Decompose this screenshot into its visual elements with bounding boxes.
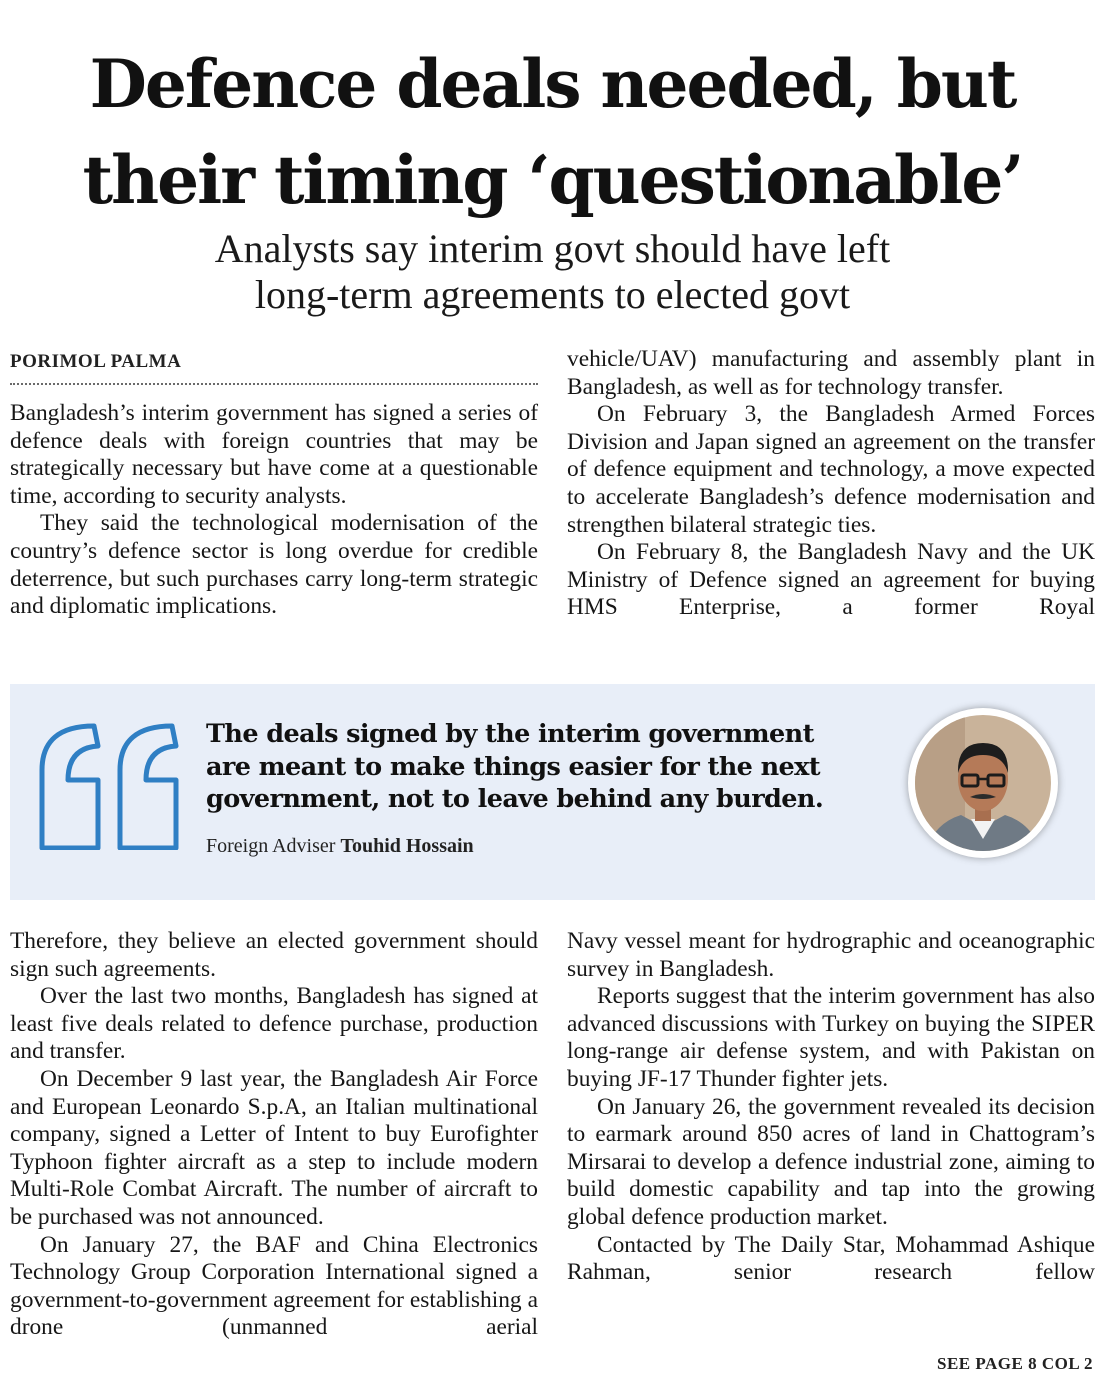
byline-divider xyxy=(10,383,538,385)
paragraph: Therefore, they believe an elected government should sign such agreements. xyxy=(10,928,538,982)
headline xyxy=(0,36,1105,228)
pull-quote-line: are meant to make things easier for the next xyxy=(206,751,820,782)
pull-quote-line: government, not to leave behind any burden. xyxy=(206,784,824,814)
byline: PORIMOL PALMA xyxy=(10,351,182,372)
attribution-role: Foreign Adviser xyxy=(206,835,336,857)
portrait-photo xyxy=(915,715,1051,851)
subheadline-line-2: long-term agreements to elected govt xyxy=(254,272,851,317)
avatar xyxy=(908,708,1058,858)
pull-quote-line: The deals signed by the interim government xyxy=(206,719,814,749)
paragraph: On February 8, the Bangladesh Navy and the UK Ministry of Defence signed an agreement for buying HMS Enterprise, a former Royal xyxy=(567,539,1095,621)
paragraph: On December 9 last year, the Bangladesh Air Force and European Leonardo S.p.A, an Italian multinational company, signed a Letter of Intent to buy Eurofighter Typhoon fighter aircraft as a step to include modern Multi-Role Combat Aircraft. The number of aircraft to be purchased was not announced. xyxy=(10,1065,538,1230)
paragraph: On February 3, the Bangladesh Armed Forces Division and Japan signed an agreement on the transfer of defence equipment and technology, a move expected to accelerate Bangladesh’s defence modernisation and strengthen bilateral strategic ties. xyxy=(567,401,1095,538)
paragraph: On January 27, the BAF and China Electronics Technology Group Corporation International signed a government-to-government agreement for establishing a drone (unmanned aerial xyxy=(10,1231,538,1341)
subheadline-line-1: Analysts say interim govt should have left xyxy=(214,226,891,271)
pull-quote-text xyxy=(206,718,866,816)
continued-on-page-link[interactable]: SEE PAGE 8 COL 2 xyxy=(937,1354,1093,1373)
paragraph: Over the last two months, Bangladesh has signed at least five deals related to defence purchase, production and transfer. xyxy=(10,983,538,1065)
paragraph: Contacted by The Daily Star, Mohammad Ashique Rahman, senior research fellow xyxy=(567,1231,1095,1286)
headline-line-2: their timing ‘questionable’ xyxy=(82,141,1023,219)
column-2-bottom xyxy=(567,928,1095,1287)
headline-line-1: Defence deals needed, but xyxy=(89,45,1016,123)
attribution-name: Touhid Hossain xyxy=(340,835,474,857)
pull-quote-box xyxy=(10,684,1095,900)
column-2-top xyxy=(567,346,1095,622)
subheadline xyxy=(0,226,1105,318)
pull-quote-attribution xyxy=(206,835,474,858)
paragraph: Reports suggest that the interim government has also advanced discussions with Turkey on buying the SIPER long-range air defense system, and with Pakistan on buying JF-17 Thunder fighter jets. xyxy=(567,983,1095,1092)
paragraph: On January 26, the government revealed its decision to earmark around 850 acres of land in Chattogram’s Mirsarai to develop a defence industrial zone, aiming to build domestic capability and tap into the growing global defence production market. xyxy=(567,1093,1095,1230)
column-1-bottom xyxy=(10,928,538,1342)
paragraph: Bangladesh’s interim government has signed a series of defence deals with foreign countries that may be strategically necessary but have come at a questionable time, according to security analysts. xyxy=(10,400,538,509)
quote-marks-icon xyxy=(36,720,186,854)
paragraph: Navy vessel meant for hydrographic and oceanographic survey in Bangladesh. xyxy=(567,928,1095,982)
column-1-top xyxy=(10,400,538,621)
paragraph: They said the technological modernisation of the country’s defence sector is long overdue for credible deterrence, but such purchases carry long-term strategic and diplomatic implications. xyxy=(10,510,538,620)
paragraph: vehicle/UAV) manufacturing and assembly plant in Bangladesh, as well as for technology transfer. xyxy=(567,346,1095,400)
